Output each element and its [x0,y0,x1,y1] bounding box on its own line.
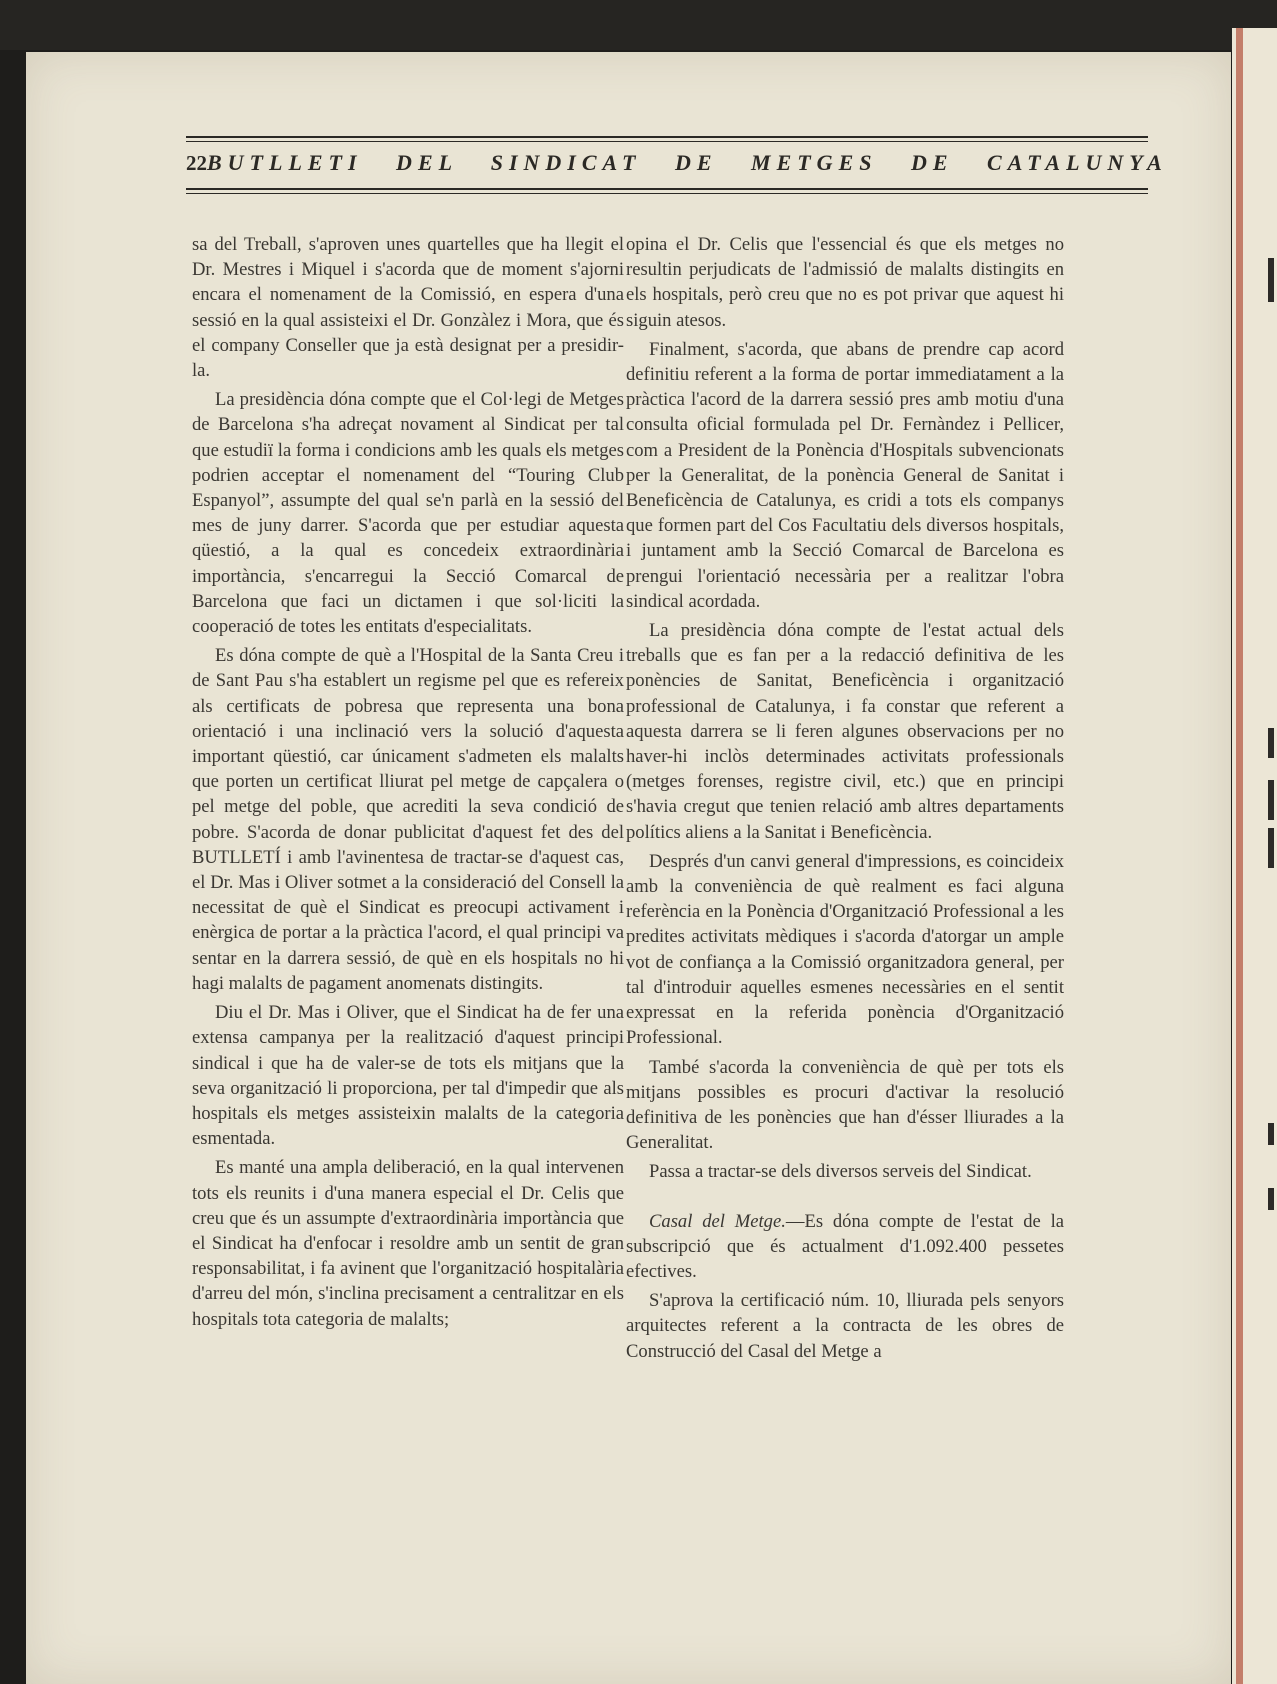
edge-mark [1268,1188,1274,1210]
casal-text: —Es dóna compte de l'estat de la subscripció que és actualment d'1.092.400 pessetes efectives. [626,1210,1064,1282]
edge-mark [1268,780,1274,820]
left-column [192,232,624,1572]
paragraph: Finalment, s'acorda, que abans de prendre cap acord definitiu referent a la forma de portar immediatament a la pràctica l'acord de la darrera sessió pres amb motiu d'una consulta oficial formulada pel Dr. Fernàndez i Pellicer, com a President de la Ponència d'Hospitals subvencionats per la Generalitat, de la ponència General de Sanitat i Beneficència de Catalunya, es cridi a tots els companys que formen part del Cos Facultatiu dels diversos hospitals, i juntament amb la Secció Comarcal de Barcelona es prengui l'orientació necessària per a realitzar l'obra sindical acordada. [626,338,1064,612]
red-page-edge [1236,28,1243,1684]
edge-mark [1268,1123,1274,1145]
paragraph: Es manté una ampla deliberació, en la qual intervenen tots els reunits i d'una manera especial el Dr. Celis que creu que és un assumpte d'extraordinària importància que el Sindicat ha d'enfocar i resoldre amb un sentit de gran responsabilitat, i fa avinent que l'organització hospitalària d'arreu del món, s'inclina precisament a centralitzar en els hospitals tota categoria de malalts; [192,1157,624,1330]
edge-mark [1268,828,1274,868]
edge-mark [1268,258,1274,302]
paragraph: Passa a tractar-se dels diversos serveis del Sindicat. [649,1161,1032,1183]
header-rule [186,136,1148,138]
paragraph: Diu el Dr. Mas i Oliver, que el Sindicat ha de fer una extensa campanya per la realització d'aquest principi sindical i que ha de valer-se de tots els mitjans que la seva organització li proporciona, per tal d'impedir que als hospitals els metges assisteixin malalts de la categoria esmentada. [192,1002,624,1150]
page-number: 22 [186,151,207,175]
paragraph: La presidència dóna compte que el Col·legi de Metges de Barcelona s'ha adreçat novament al Sindicat per tal que estudiï la forma i condicions amb les quals els metges podrien acceptar el nomenament del “Touring Club Espanyol”, assumpte del qual se'n parlà en la sessió del mes de juny darrer. S'acorda que per estudiar aquesta qüestió, a la qual es concedeix extraordinària importància, s'encarregui la Secció Comarcal de Barcelona que faci un dictamen i que sol·liciti la cooperació de totes les entitats d'especialitats. [192,389,624,638]
casal-paragraph [626,1209,1064,1285]
paragraph: Després d'un canvi general d'impressions, es coincideix amb la conveniència de què realment es faci alguna referència en la Ponència d'Organització Professional a les predites activitats mèdiques i s'acorda d'atorgar un ample vot de confiança a la Comissió organitzadora general, per tal d'introduir aquelles esmenes necessàries en el sentit expressat en la referida ponència d'Organització Professional. [626,850,1064,1049]
paragraph: sa del Treball, s'aproven unes quartelles que ha llegit el Dr. Mestres i Miquel i s'acorda que de moment s'ajorni encara el nomenament de la Comissió, en espera d'una sessió en la qual assisteixi el Dr. Gonzàlez i Mora, que és el company Conseller que ja està designat per a presidir-la. [192,234,624,382]
header-rule [186,188,1148,190]
header-rule [186,141,1148,142]
edge-mark [1268,728,1274,758]
right-column [626,232,1064,1572]
header-rule [186,193,1148,194]
paragraph: opina el Dr. Celis que l'essencial és que els metges no resultin perjudicats de l'admissió de malalts distingits en els hospitals, però creu que no es pot privar que aquest hi siguin atesos. [626,234,1064,331]
section-heading-casal: Casal del Metge. [649,1210,786,1232]
scan-background [0,0,1277,50]
paragraph: Es dóna compte de què a l'Hospital de la Santa Creu i de Sant Pau s'ha establert un regisme pel que es refereix als certificats de pobresa que representa una bona orientació i una inclinació vers la solució d'aquesta important qüestió, car únicament s'admeten els malalts que porten un certificat lliurat pel metge de capçalera o pel metge del poble, que acrediti la seva condició de pobre. S'acorda de donar publicitat d'aquest fet des del BUTLLETÍ i amb l'avinentesa de tractar-se d'aquest cas, el Dr. Mas i Oliver sotmet a la consideració del Consell la necessitat de què el Sindicat es preocupi activament i enèrgica de portar a la pràctica l'acord, el qual principi va sentar en la darrera sessió, de què en els hospitals no hi hagi malalts de pagament anomenats distingits. [192,645,624,994]
paragraph: També s'acorda la conveniència de què per tots els mitjans possibles es procuri d'activar la resolució definitiva de les ponències que han d'ésser lliurades a la Generalitat. [626,1056,1064,1154]
adjacent-page-edge [1232,28,1277,1684]
document-page [26,52,1231,1684]
journal-title: BUTLLETI DEL SINDICAT DE METGES DE CATALUNYA [207,150,1168,175]
page-header [186,136,1168,194]
paragraph: S'aprova la certificació núm. 10, lliurada pels senyors arquitectes referent a la contracta de les obres de Construcció del Casal del Metge a [626,1290,1064,1362]
paragraph: La presidència dóna compte de l'estat actual dels treballs que es fan per a la redacció definitiva de les ponències de Sanitat, Beneficència i organització professional de Catalunya, i fa constar que referent a aquesta darrera se li feren algunes observacions per no haver-hi inclòs determinades activitats professionals (metges forenses, registre civil, etc.) que en principi s'havia cregut que tenien relació amb altres departaments polítics aliens a la Sanitat i Beneficència. [626,620,1064,843]
